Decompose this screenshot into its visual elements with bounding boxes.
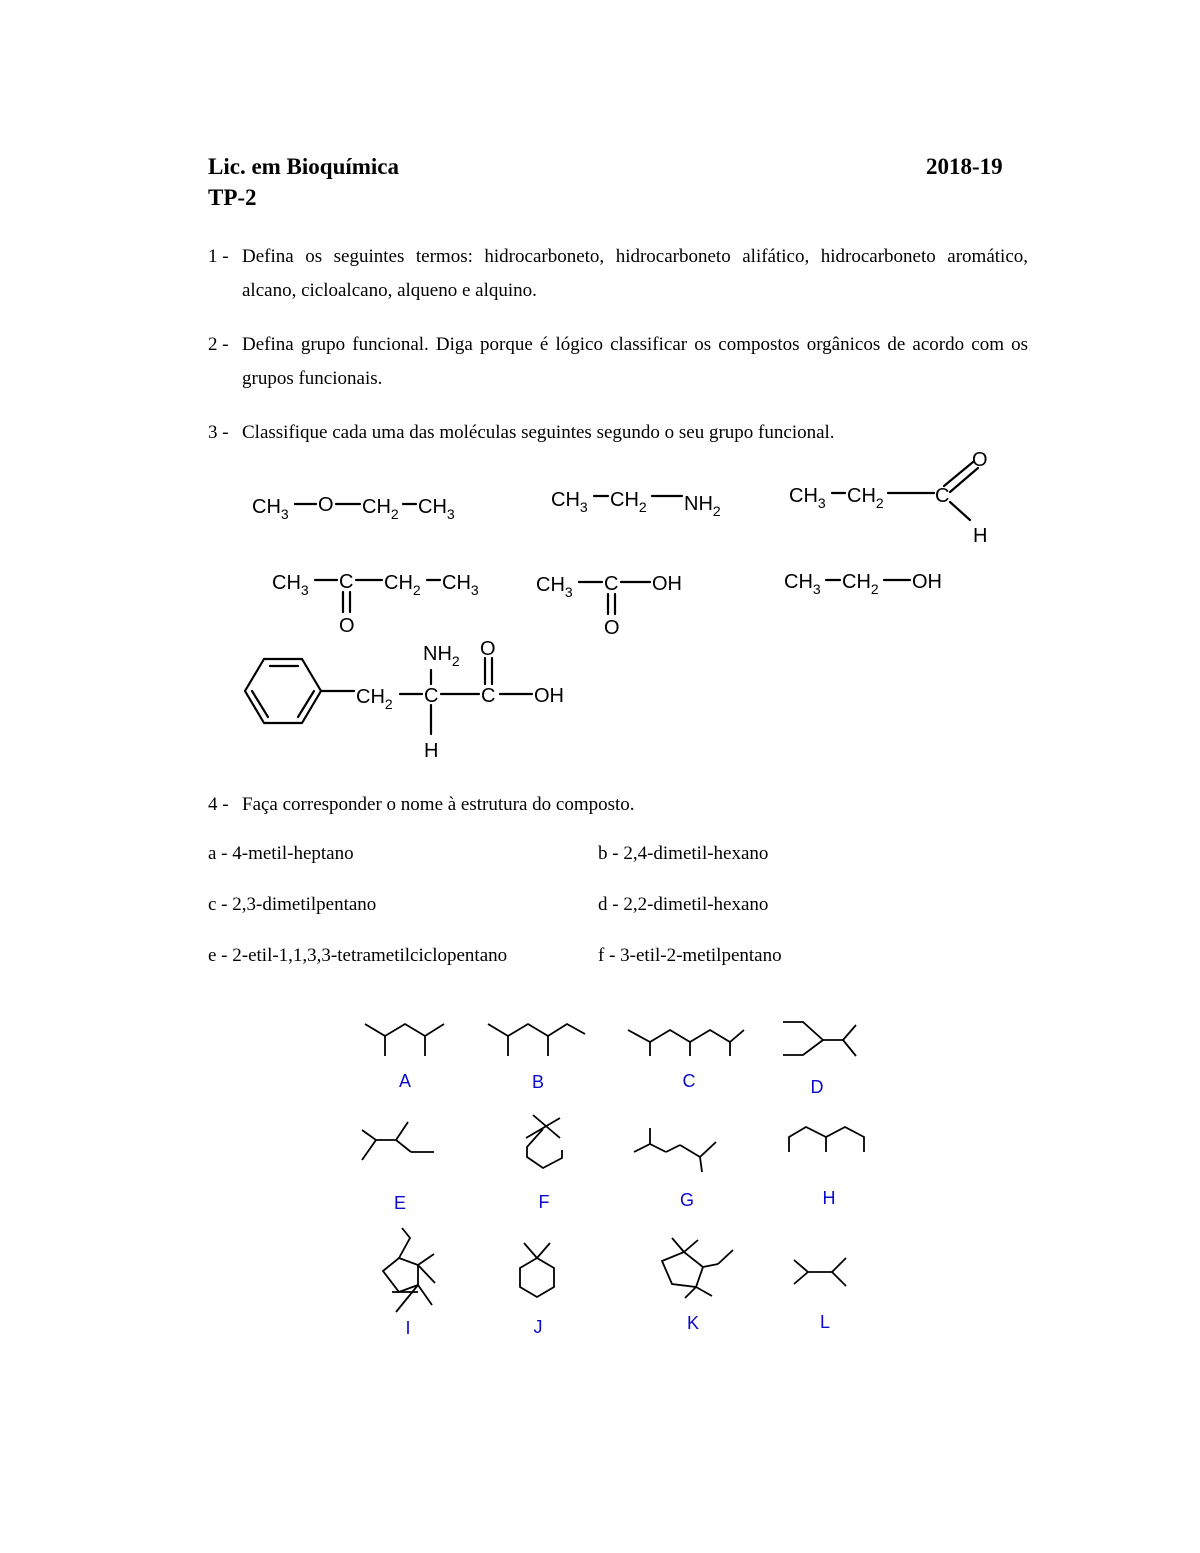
svg-text:CH3: $CH_3$ — [272, 572, 309, 598]
svg-text:O: O — [480, 638, 496, 660]
svg-text:C: C — [935, 485, 950, 507]
structure-label: B — [531, 1072, 545, 1092]
svg-text:CH2: $CH_2$ — [356, 686, 393, 712]
svg-text:CH3: $CH_3$ — [551, 489, 588, 515]
question-text: Classifique cada uma das moléculas seguintes segundo o seu grupo funcional. — [242, 422, 835, 443]
structure-e — [362, 1122, 434, 1213]
name-option-b: b - 2,4-dimetil-hexano — [598, 843, 769, 864]
svg-text:NH2: $NH_2$ — [423, 643, 460, 669]
svg-text:OH: OH — [652, 573, 682, 595]
name-option-d: d - 2,2-dimetil-hexano — [598, 894, 769, 915]
svg-text:CH3: $CH_3$ — [252, 496, 289, 522]
structure-label: L — [819, 1312, 831, 1332]
structure-label: J — [533, 1317, 543, 1337]
svg-text:CH2: $CH_2$ — [610, 489, 647, 515]
question-number: 3 - — [208, 422, 229, 443]
structure-label: K — [686, 1313, 700, 1333]
question-text: Faça corresponder o nome à estrutura do composto. — [242, 794, 635, 815]
structure-a — [365, 1024, 444, 1091]
svg-text:CH3: $CH_3$ — [418, 496, 455, 522]
structure-label: I — [405, 1318, 411, 1338]
structure-j — [520, 1243, 554, 1337]
svg-text:C: C — [604, 573, 619, 595]
svg-text:O: O — [339, 615, 355, 637]
structure-label: C — [682, 1071, 696, 1091]
svg-text:O: O — [604, 617, 620, 639]
structure-i — [383, 1228, 435, 1338]
sheet-code: TP-2 — [208, 185, 257, 210]
svg-text:C: C — [481, 685, 496, 707]
name-option-e: e - 2-etil-1,1,3,3-tetrametilciclopentano — [208, 945, 508, 966]
academic-year: 2018-19 — [926, 154, 1003, 179]
question-number: 2 - — [208, 334, 229, 355]
svg-text:C: C — [339, 571, 354, 593]
structure-label: E — [393, 1193, 407, 1213]
name-option-a: a - 4-metil-heptano — [208, 843, 354, 864]
name-option-c: c - 2,3-dimetilpentano — [208, 894, 377, 915]
question-text: Defina os seguintes termos: hidrocarboneto, hidrocarboneto alifático, hidrocarboneto aromático, alcano, cicloalcano, alqueno e alquino. — [242, 246, 1028, 301]
svg-text:NH2: $NH_2$ — [684, 493, 721, 519]
structure-h — [789, 1127, 864, 1208]
svg-text:H: H — [424, 740, 439, 762]
structure-f — [526, 1115, 562, 1212]
structure-label: F — [538, 1192, 550, 1212]
svg-text:CH3: $CH_3$ — [784, 571, 821, 597]
svg-text:CH2: $CH_2$ — [362, 496, 399, 522]
svg-text:CH2: $CH_2$ — [847, 485, 884, 511]
svg-text:CH3: $CH_3$ — [536, 574, 573, 600]
structure-c — [628, 1030, 744, 1091]
structure-label: A — [398, 1071, 412, 1091]
name-option-f: f - 3-etil-2-metilpentano — [598, 945, 782, 966]
structure-d — [783, 1022, 856, 1097]
svg-text:C: C — [424, 685, 439, 707]
question-number: 1 - — [208, 246, 229, 267]
structure-label: D — [810, 1077, 824, 1097]
course-title: Lic. em Bioquímica — [208, 154, 400, 179]
structure-label: G — [679, 1190, 695, 1210]
svg-text:CH2: $CH_2$ — [842, 571, 879, 597]
svg-text:CH3: $CH_3$ — [442, 572, 479, 598]
structure-g — [634, 1128, 716, 1210]
structure-label: H — [822, 1188, 836, 1208]
question-number: 4 - — [208, 794, 229, 815]
svg-text:O: O — [318, 494, 334, 516]
svg-text:CH2: $CH_2$ — [384, 572, 421, 598]
svg-text:O: O — [972, 449, 988, 471]
structure-b — [488, 1024, 585, 1092]
svg-text:OH: OH — [534, 685, 564, 707]
structure-l — [794, 1258, 846, 1332]
structure-k — [662, 1238, 733, 1333]
question-text: Defina grupo funcional. Diga porque é lógico classificar os compostos orgânicos de acordo com os grupos funcionais. — [242, 334, 1028, 389]
svg-text:OH: OH — [912, 571, 942, 593]
svg-text:H: H — [973, 525, 988, 547]
svg-text:CH3: $CH_3$ — [789, 485, 826, 511]
